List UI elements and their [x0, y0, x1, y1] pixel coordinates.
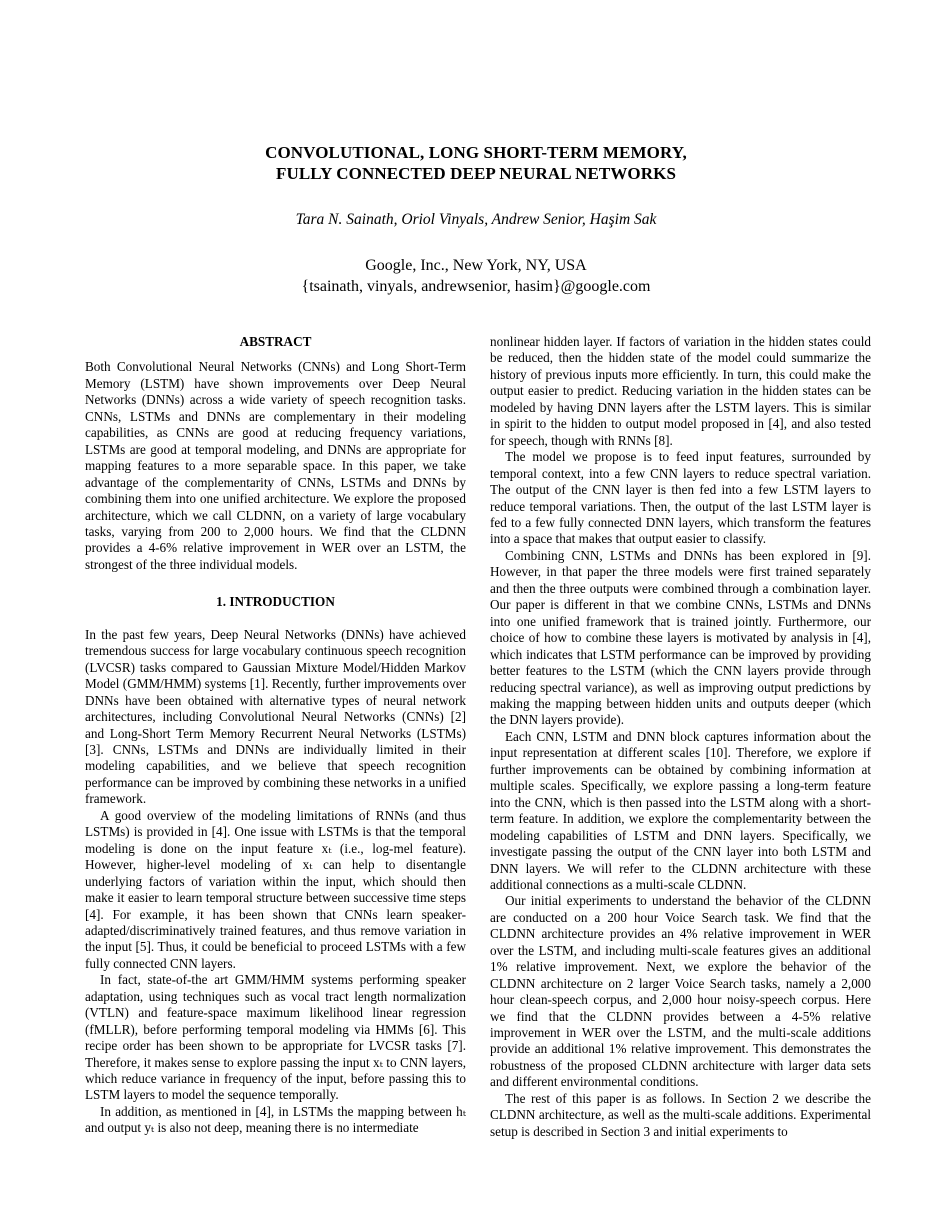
introduction-heading: 1. INTRODUCTION [216, 594, 335, 610]
paper-title-line-2: FULLY CONNECTED DEEP NEURAL NETWORKS [275, 163, 677, 183]
two-column-body [85, 334, 871, 1140]
paper-affiliation: Google, Inc., New York, NY, USA [365, 257, 587, 274]
paper-title-line-1: CONVOLUTIONAL, LONG SHORT-TERM MEMORY, [265, 143, 687, 162]
right-column-paragraph-3: Combining CNN, LSTMs and DNNs has been explored in [9]. However, in that paper the three models were first trained separately and then the three outputs were combined through a combination layer. Our paper is different in that we combine CNNs, LSTMs and DNNs into one unified framework that is trained jointly. Furthermore, our choice of how to combine these layers is motivated by analysis in [4], which indicates that LSTM performance can be improved by providing better features to the LSTM (which the CNN layers provide through reducing spectral variance), as well as improving output predictions by making the mapping between hidden units and outputs deeper (which the DNN layers provide). [490, 547, 871, 728]
introduction-paragraph-1: In the past few years, Deep Neural Networks (DNNs) have achieved tremendous success for large vocabulary continuous speech recognition (LVCSR) tasks compared to Gaussian Mixture Model/Hidden Markov Model (GMM/HMM) systems [1]. Recently, further improvements over DNNs have been obtained with alternative types of neural network architectures, including Convolutional Neural Networks (CNNs) [2] and Long-Short Term Memory Recurrent Neural Networks (LSTMs) [3]. CNNs, LSTMs and DNNs are individually limited in their modeling capabilities, and we believe that speech recognition performance can be improved by combining these networks in a unified framework. [85, 626, 466, 807]
introduction-paragraph-3: In fact, state-of-the art GMM/HMM systems performing speaker adaptation, using techniques such as vocal tract length normalization (VTLN) and feature-space maximum likelihood linear regression (fMLLR), before performing temporal modeling via HMMs [6]. This recipe order has been shown to be appropriate for LVCSR tasks [7]. Therefore, it makes sense to explore passing the input xₜ to CNN layers, which reduce variance in frequency of the input, before passing this to LSTM layers to model the sequence temporally. [85, 972, 466, 1103]
right-column-paragraph-5: Our initial experiments to understand the behavior of the CLDNN are conducted on a 200 hour Voice Search task. We find that the CLDNN architecture provides an 4% relative improvement in WER over the LSTM, and including multi-scale features gives an additional 1% relative improvement. Next, we explore the behavior of the CLDNN architecture on 2 larger Voice Search tasks, namely a 2,000 hour clean-speech corpus, and 2,000 hour noisy-speech corpus. Here we find that the CLDNN provides between a 4-5% relative improvement in WER over the LSTM, and the multi-scale additions provide an additional 1% relative improvement. This demonstrates the robustness of the proposed CLDNN architecture with larger data sets and different environmental conditions. [490, 893, 871, 1090]
paper-title [0, 143, 952, 184]
paper-authors: Tara N. Sainath, Oriol Vinyals, Andrew Senior, Haşim Sak [295, 211, 657, 228]
introduction-paragraph-4: In addition, as mentioned in [4], in LSTMs the mapping between hₜ and output yₜ is also not deep, meaning there is no intermediate [85, 1103, 466, 1136]
paper-email: {tsainath, vinyals, andrewsenior, hasim}@google.com [301, 278, 651, 295]
left-column [85, 334, 466, 1140]
paper-header [0, 0, 952, 297]
right-column-paragraph-4: Each CNN, LSTM and DNN block captures information about the input representation at different scales [10]. Therefore, we explore if further improvements can be obtained by combining information at multiple scales. Specifically, we explore passing a long-term feature into the CNN, which is then passed into the LSTM along with a short-term feature. In addition, we explore the complementarity between the modeling capabilities of LSTM and DNN layers. Specifically, we investigate passing the output of the CNN layer into both LSTM and DNN layers. We will refer to the CLDNN architecture with these additional connections as a multi-scale CLDNN. [490, 728, 871, 892]
right-column-paragraph-2: The model we propose is to feed input features, surrounded by temporal context, into a few CNN layers to reduce spectral variation. The output of the CNN layer is then fed into a few LSTM layers to reduce temporal variations. Then, the output of the last LSTM layer is fed to a few fully connected DNN layers, which transform the features into a space that makes that output easier to classify. [490, 449, 871, 547]
right-column [490, 334, 871, 1140]
introduction-paragraph-2: A good overview of the modeling limitations of RNNs (and thus LSTMs) is provided in [4]. One issue with LSTMs is that the temporal modeling is done on the input feature xₜ (i.e., log-mel feature). However, higher-level modeling of xₜ can help to disentangle underlying factors of variation within the input, which should then make it easier to learn temporal structure between successive time steps [4]. For example, it has been shown that CNNs learn speaker-adapted/discriminatively trained features, and thus remove variation in the input [5]. Thus, it could be beneficial to proceed LSTMs with a few fully connected CNN layers. [85, 807, 466, 971]
abstract-text: Both Convolutional Neural Networks (CNNs) and Long Short-Term Memory (LSTM) have shown improvements over Deep Neural Networks (DNNs) across a wide variety of speech recognition tasks. CNNs, LSTMs and DNNs are complementary in their modeling capabilities, as CNNs are good at reducing frequency variations, LSTMs are good at temporal modeling, and DNNs are appropriate for mapping features to a more separable space. In this paper, we take advantage of the complementarity of CNNs, LSTMs and DNNs by combining them into one unified architecture. We explore the proposed architecture, which we call CLDNN, on a variety of large vocabulary tasks, varying from 200 to 2,000 hours. We find that the CLDNN provides a 4-6% relative improvement in WER over an LSTM, the strongest of the three individual models. [85, 359, 466, 572]
right-column-paragraph-1: nonlinear hidden layer. If factors of variation in the hidden states could be reduced, then the hidden state of the model could summarize the history of previous inputs more efficiently. In turn, this could make the output easier to predict. Reducing variation in the hidden states can be modeled by having DNN layers after the LSTM layers. This is similar in spirit to the hidden to output model proposed in [4], and also tested for speech, though with RNNs [8]. [490, 334, 871, 448]
right-column-paragraph-6: The rest of this paper is as follows. In Section 2 we describe the CLDNN architecture, as well as the multi-scale additions. Experimental setup is described in Section 3 and initial experiments to [490, 1090, 871, 1139]
abstract-heading: ABSTRACT [239, 334, 312, 349]
